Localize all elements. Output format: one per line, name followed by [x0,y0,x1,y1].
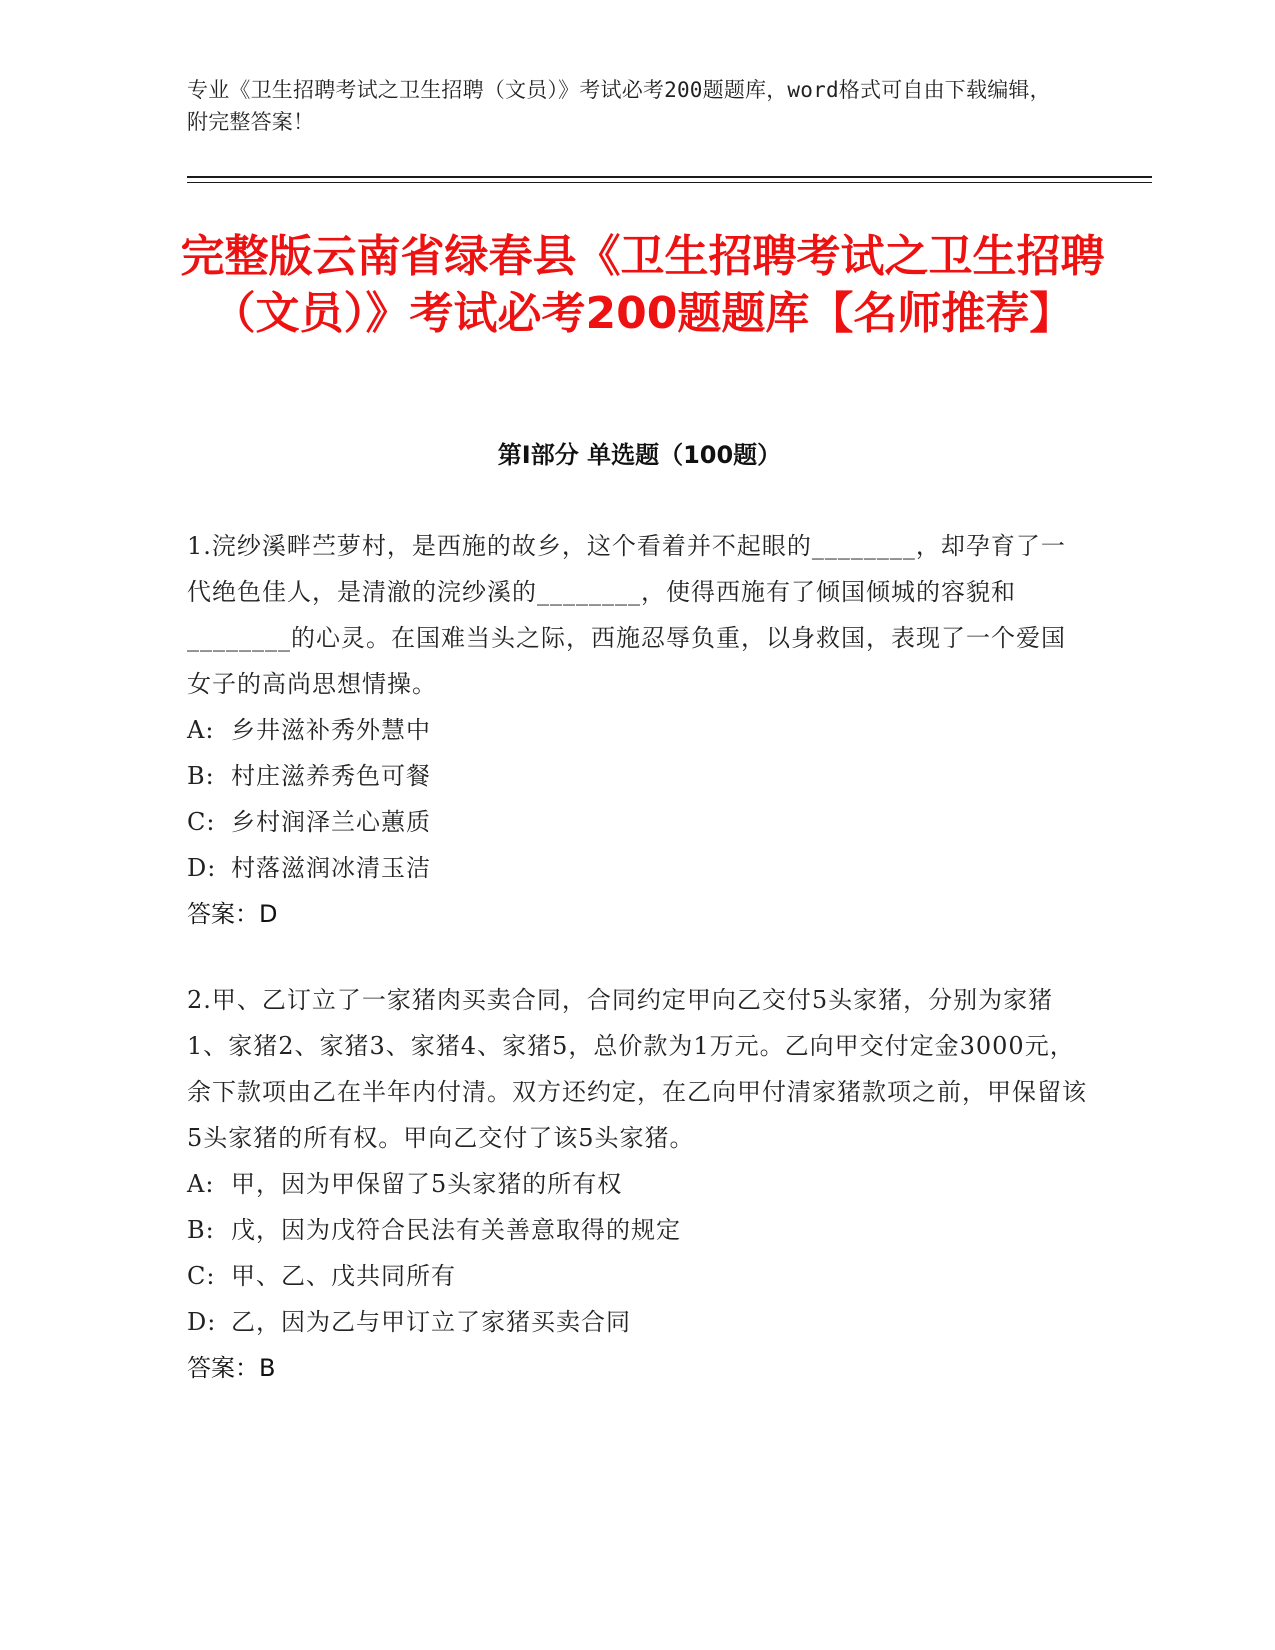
question-stem: 2.甲、乙订立了一家猪肉买卖合同，合同约定甲向乙交付5头家猪，分别为家猪1、家猪2、家猪3、家猪4、家猪5，总价款为1万元。乙向甲交付定金3000元，余下款项由乙在半年内付清。双方还约定，在乙向甲付清家猪款项之前，甲保留该5头家猪的所有权。甲向乙交付了该5头家猪。 [187,986,1087,1152]
option-a [187,1161,1087,1207]
option-text: 甲，因为甲保留了5头家猪的所有权 [231,1170,623,1198]
question-stem: 1.浣纱溪畔苎萝村，是西施的故乡，这个看着并不起眼的________，却孕育了一代绝色佳人，是清澈的浣纱溪的________，使得西施有了倾国倾城的容貌和________的心灵。在国难当头之际，西施忍辱负重，以身救国，表现了一个爱国女子的高尚思想情操。 [187,532,1066,698]
option-text: 乡村润泽兰心蕙质 [231,808,431,836]
question-2 [187,977,1087,1391]
document-title: 完整版云南省绿春县《卫生招聘考试之卫生招聘（文员）》考试必考200题题库【名师推荐】 [180,231,1105,339]
option-text: 村庄滋养秀色可餐 [231,762,431,790]
option-key: C: [187,1262,216,1290]
question-1 [187,523,1087,937]
option-b [187,753,1087,799]
option-key: B: [187,762,215,790]
option-d [187,1299,1087,1345]
option-text: 甲、乙、戊共同所有 [231,1262,456,1290]
answer-line: 答案：D [187,900,278,928]
option-key: A: [187,716,215,744]
option-text: 戊，因为戊符合民法有关善意取得的规定 [231,1216,681,1244]
header-divider-thin [187,182,1152,183]
header-note: 专业《卫生招聘考试之卫生招聘（文员）》考试必考200题题库，word格式可自由下载编辑，附完整答案！ [187,78,1051,134]
option-key: B: [187,1216,215,1244]
option-key: C: [187,808,216,836]
header-divider-thick [187,176,1152,178]
answer-line: 答案：B [187,1354,276,1382]
option-c [187,1253,1087,1299]
option-key: A: [187,1170,215,1198]
option-b [187,1207,1087,1253]
section-heading: 第Ⅰ部分 单选题（100题） [497,441,782,469]
option-text: 村落滋润冰清玉洁 [231,854,431,882]
option-d [187,845,1087,891]
option-a [187,707,1087,753]
option-key: D: [187,1308,217,1336]
option-text: 乙，因为乙与甲订立了家猪买卖合同 [231,1308,631,1336]
option-text: 乡井滋补秀外慧中 [231,716,431,744]
option-key: D: [187,854,217,882]
option-c [187,799,1087,845]
